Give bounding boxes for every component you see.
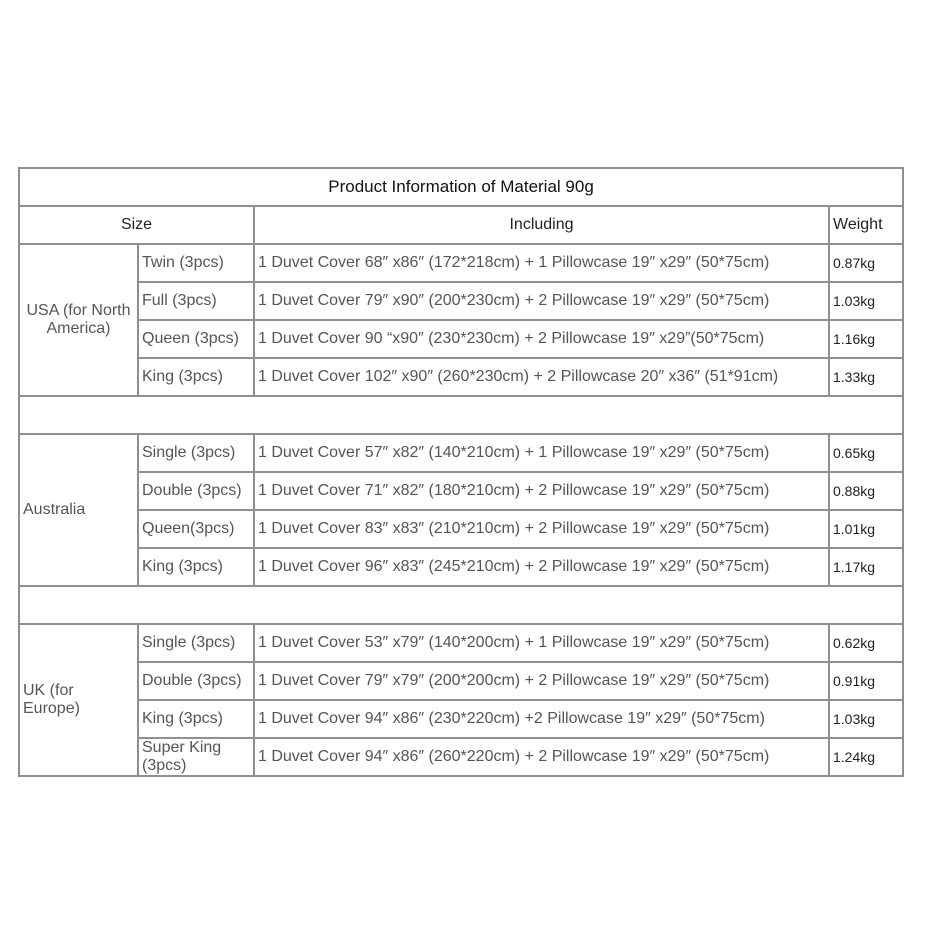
size-cell: Double (3pcs) (138, 472, 254, 510)
table-row (19, 738, 903, 776)
size-cell: King (3pcs) (138, 358, 254, 396)
weight-cell: 1.03kg (829, 282, 903, 320)
including-cell: 1 Duvet Cover 94″ x86″ (260*220cm) + 2 Pillowcase 19″ x29″ (50*75cm) (254, 738, 829, 776)
including-cell: 1 Duvet Cover 57″ x82″ (140*210cm) + 1 Pillowcase 19″ x29″ (50*75cm) (254, 434, 829, 472)
weight-cell: 0.87kg (829, 244, 903, 282)
weight-cell: 0.91kg (829, 662, 903, 700)
spacer-cell (19, 586, 903, 624)
size-cell: Single (3pcs) (138, 624, 254, 662)
table-row (19, 434, 903, 472)
region-uk: UK (for Europe) (19, 624, 138, 776)
weight-cell: 0.88kg (829, 472, 903, 510)
weight-cell: 1.16kg (829, 320, 903, 358)
table-row (19, 662, 903, 700)
product-info-table (18, 167, 904, 777)
table-row (19, 472, 903, 510)
including-cell: 1 Duvet Cover 83″ x83″ (210*210cm) + 2 Pillowcase 19″ x29″ (50*75cm) (254, 510, 829, 548)
title-row (19, 168, 903, 206)
table-row (19, 320, 903, 358)
weight-cell: 1.01kg (829, 510, 903, 548)
including-cell: 1 Duvet Cover 79″ x79″ (200*200cm) + 2 Pillowcase 19″ x29″ (50*75cm) (254, 662, 829, 700)
size-cell: Double (3pcs) (138, 662, 254, 700)
size-cell: Queen (3pcs) (138, 320, 254, 358)
spacer-cell (19, 396, 903, 434)
region-australia: Australia (19, 434, 138, 586)
table-row (19, 700, 903, 738)
table-row (19, 358, 903, 396)
weight-cell: 1.17kg (829, 548, 903, 586)
including-cell: 1 Duvet Cover 96″ x83″ (245*210cm) + 2 Pillowcase 19″ x29″ (50*75cm) (254, 548, 829, 586)
header-row (19, 206, 903, 244)
table-title: Product Information of Material 90g (19, 168, 903, 206)
including-cell: 1 Duvet Cover 94″ x86″ (230*220cm) +2 Pillowcase 19″ x29″ (50*75cm) (254, 700, 829, 738)
spacer-row (19, 396, 903, 434)
header-size: Size (19, 206, 254, 244)
weight-cell: 1.03kg (829, 700, 903, 738)
table-row (19, 624, 903, 662)
weight-cell: 1.33kg (829, 358, 903, 396)
weight-cell: 0.65kg (829, 434, 903, 472)
including-cell: 1 Duvet Cover 90 “x90″ (230*230cm) + 2 Pillowcase 19″ x29”(50*75cm) (254, 320, 829, 358)
weight-cell: 1.24kg (829, 738, 903, 776)
table-row (19, 282, 903, 320)
header-weight: Weight (829, 206, 903, 244)
spacer-row (19, 586, 903, 624)
including-cell: 1 Duvet Cover 102″ x90″ (260*230cm) + 2 Pillowcase 20″ x36″ (51*91cm) (254, 358, 829, 396)
size-cell: King (3pcs) (138, 548, 254, 586)
region-usa: USA (for North America) (19, 244, 138, 396)
weight-cell: 0.62kg (829, 624, 903, 662)
size-cell: Super King (3pcs) (138, 738, 254, 776)
table-row (19, 510, 903, 548)
including-cell: 1 Duvet Cover 68″ x86″ (172*218cm) + 1 Pillowcase 19″ x29″ (50*75cm) (254, 244, 829, 282)
including-cell: 1 Duvet Cover 79″ x90″ (200*230cm) + 2 Pillowcase 19″ x29″ (50*75cm) (254, 282, 829, 320)
size-cell: Twin (3pcs) (138, 244, 254, 282)
size-cell: Full (3pcs) (138, 282, 254, 320)
size-cell: King (3pcs) (138, 700, 254, 738)
table-row (19, 244, 903, 282)
including-cell: 1 Duvet Cover 53″ x79″ (140*200cm) + 1 Pillowcase 19″ x29″ (50*75cm) (254, 624, 829, 662)
size-cell: Queen(3pcs) (138, 510, 254, 548)
table-row (19, 548, 903, 586)
size-cell: Single (3pcs) (138, 434, 254, 472)
header-including: Including (254, 206, 829, 244)
including-cell: 1 Duvet Cover 71″ x82″ (180*210cm) + 2 Pillowcase 19″ x29″ (50*75cm) (254, 472, 829, 510)
